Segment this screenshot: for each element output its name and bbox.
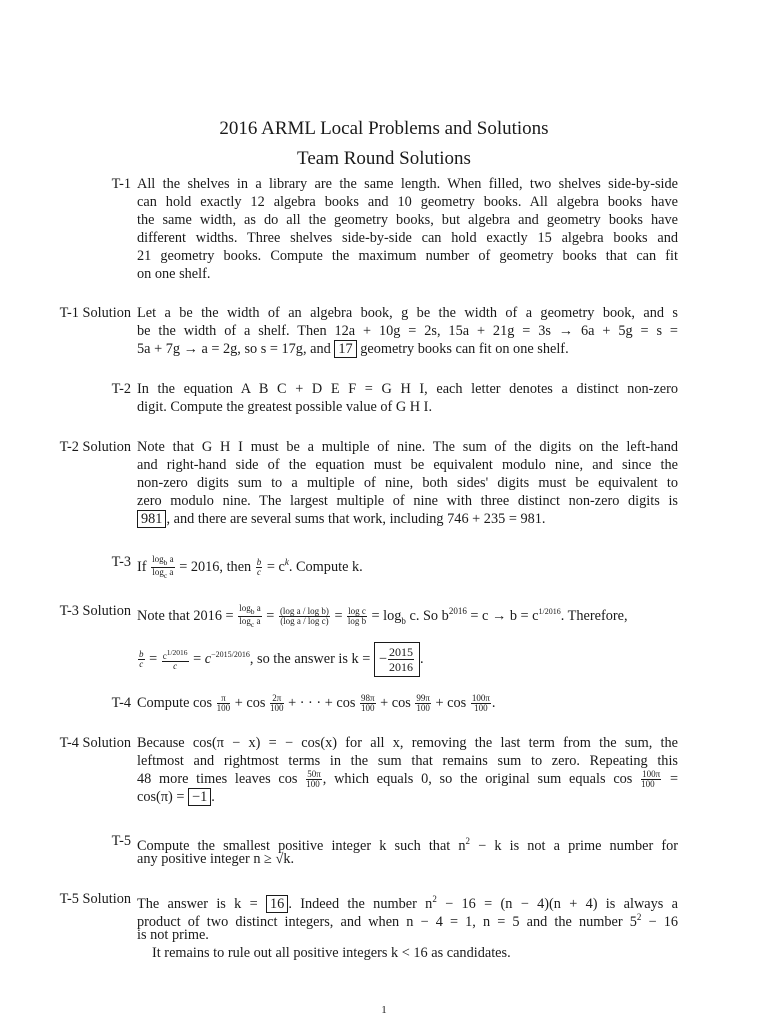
solution-text [137, 890, 678, 962]
text-fragment: 48 more times leaves cos [137, 771, 298, 787]
answer-box: − $\frac{2015}{2016}$ [374, 642, 420, 677]
fraction: $\frac{50\pi}{100}$ [306, 769, 321, 790]
fraction: $\frac{\pi}{100}$ [216, 693, 231, 714]
solution-label: T-5 Solution [59, 891, 131, 907]
problem-text [137, 553, 678, 580]
text-fragment: + cos [380, 695, 411, 711]
text-fragment: Compute cos [137, 695, 213, 711]
solution-label: T-3 Solution [59, 603, 131, 619]
text-fragment: = log [371, 607, 402, 624]
page-number: 1 [381, 1004, 387, 1016]
answer-box: 981 [137, 510, 166, 528]
exponent: 1/2016 [538, 607, 561, 616]
text-fragment: Note that 2016 = [137, 607, 234, 624]
problem-label: T-5 [111, 833, 131, 849]
text-line [137, 340, 678, 358]
fraction: $\frac{\log_b a}{\log_c a}$ [152, 554, 174, 580]
text-fragment: , and there are several sums that work, including 746 + 235 = 981. [166, 511, 546, 527]
fraction: $\frac{c^{1/2016}}{c}$ [162, 647, 188, 671]
text-fragment: + cos [234, 695, 266, 711]
text-line: is not prime. [137, 927, 209, 943]
problem-label: T-1 [111, 176, 131, 192]
text-fragment: . Indeed the number n [288, 895, 433, 912]
text-line: cos(π) = −1 . [137, 789, 215, 805]
text-fragment: = c → b = c [470, 607, 539, 624]
text-line: The answer is k = 16 . Indeed the number $n^2 - 16 = (n - 4)(n + 4)$ is always a [137, 894, 678, 912]
text-line: different widths. Three shelves side-by-side can hold exactly 15 algebra books and [137, 230, 678, 246]
text-fragment: = [266, 607, 275, 624]
text-line: digit. Compute the greatest possible value of G H I. [137, 399, 433, 415]
fraction: $\frac{99\pi}{100}$ [416, 693, 430, 714]
text-line: Let a be the width of an algebra book, g be the width of a geometry book, and s [137, 305, 678, 321]
fraction: $\frac{98\pi}{100}$ [361, 693, 375, 714]
text-fragment: + · · · + cos [288, 695, 356, 711]
text-fragment: = 2016, then [179, 558, 252, 575]
solution-label: T-4 Solution [59, 735, 131, 751]
fraction: $\frac{100\pi}{100}$ [471, 693, 490, 714]
text-line: Because cos(π − x) = − cos(x) for all x, removing the last term from the sum, the [137, 735, 678, 751]
problem-text [137, 175, 678, 283]
document-subtitle: Team Round Solutions [297, 148, 471, 169]
solution-continuation: $\frac{b}{c}$ = $\frac{c^{1/2016}}{c}$ = $c^{-2015/2016}$, so the answer is k = − $\frac{2015}{2016}$ . [137, 642, 678, 677]
text-line: any positive integer n ≥ √k. [137, 851, 295, 867]
fraction: $\frac{b}{c}$ [139, 648, 144, 669]
problem-text [137, 832, 678, 868]
text-line: It remains to rule out all positive integers k < 16 as candidates. [152, 945, 511, 961]
problem-label: T-3 [111, 554, 131, 570]
text-line: Note that G H I must be a multiple of nine. The sum of the digits on the left-hand [137, 439, 678, 455]
problem-text: Compute cos $\frac{\pi}{100}$ + cos $\frac{2\pi}{100}$ + · · · + cos $\frac{98\pi}{100}$ + cos $\frac{99\pi}{100}$ + cos $\frac{100\pi}{100}$ . [137, 693, 496, 714]
text-fragment: c. So b [409, 607, 449, 624]
solution-label: T-2 Solution [59, 439, 131, 455]
solution-text [137, 438, 678, 528]
text-line: non-zero digits sum to a multiple of nine, both sides' digits must be equivalent to [137, 475, 678, 491]
text-line: be the width of a shelf. Then 12a + 10g = 2s, 15a + 21g = 3s → 6a + 5g = s = [137, 323, 678, 339]
fraction: $\frac{b}{c}$ [256, 556, 262, 577]
text-line [137, 510, 678, 528]
problem-text [137, 380, 678, 416]
document-title: 2016 ARML Local Problems and Solutions [219, 118, 549, 139]
text-line: product of two distinct integers, and when n − 4 = 1, n = 5 and the number $5^2 - 16$ [137, 912, 678, 930]
text-fragment: − 16 = (n − 4)(n + 4) is always a [436, 895, 678, 912]
text-line: the same width, as do all the geometry books, but algebra and geometry books have [137, 212, 678, 228]
text-line: can hold exactly 12 algebra books and 10 geometry books. All algebra books have [137, 194, 678, 210]
text-line: Compute the smallest positive integer k such that $n^2 - k$ is not a prime number for [137, 836, 678, 854]
text-fragment: product of two distinct integers, and when n − 4 = 1, n = 5 and the number 5 [137, 913, 637, 930]
answer-box: −1 [188, 788, 211, 806]
problem-label: T-4 [111, 695, 131, 711]
text-fragment: = [334, 607, 343, 624]
text-line: 21 geometry books. Compute the maximum number of geometry books that can fit [137, 248, 678, 264]
text-fragment: If [137, 558, 147, 575]
text-fragment: , so the answer is k = [249, 650, 371, 667]
text-fragment: − 16 [641, 913, 678, 930]
text-fragment: The answer is k = [137, 895, 258, 912]
text-line: on one shelf. [137, 266, 211, 282]
text-fragment: 5a + 7g → a = 2g, so s = 17g, and [137, 341, 331, 357]
text-fragment: − k is not a prime number for [470, 837, 678, 854]
text-fragment: = c [266, 558, 285, 575]
fraction: $\frac{100\pi}{100}$ [641, 769, 661, 790]
text-fragment: . Therefore, [560, 607, 628, 624]
answer-box: 16 [266, 895, 288, 913]
text-line: leftmost and rightmost terms in the sum that remains sum to zero. Repeating this [137, 753, 678, 769]
fraction: $\frac{\text{log c}}{\text{log b}}$ [347, 605, 367, 626]
text-fragment: Compute the smallest positive integer k such that n [137, 837, 466, 854]
fraction: $\frac{2\pi}{100}$ [270, 693, 284, 714]
text-fragment: . Compute k. [288, 558, 363, 575]
text-fragment: , which equals 0, so the original sum equals cos [322, 771, 633, 787]
fraction: $\frac{\log_b a}{\log_c a}$ [239, 603, 261, 629]
solution-text: Note that 2016 = $\frac{\log_b a}{\log_c a}$ = $\frac{\text{(log a / log b)}}{\text{(log a / log c)}}$ = $\frac{\text{log c}}{\text{log b}}$ = $\log_b c$. So $b^{2016} = c \to b = c^{1/2016}$. Therefore, $\frac{b}{c}$ = $\frac{c^{1/2016}}{c}$ = $c^{-2015/2016}$, so the answer is k = − $\frac{2015}{2016}$ . [137, 602, 678, 677]
problem-label: T-2 [111, 381, 131, 397]
exponent: k [284, 557, 289, 567]
solution-text [137, 304, 678, 358]
text-fragment: geometry books can fit on one shelf. [356, 341, 569, 357]
text-fragment: cos(π) = [137, 789, 185, 805]
text-line: In the equation A B C + D E F = G H I, each letter denotes a distinct non-zero [137, 381, 678, 397]
exponent: 2016 [448, 606, 467, 616]
text-line: All the shelves in a library are the same length. When filled, two shelves side-by-side [137, 176, 678, 192]
fraction: $\frac{2015}{2016}$ [388, 644, 413, 674]
nested-fraction: $\frac{\text{(log a / log b)}}{\text{(log a / log c)}}$ [279, 605, 329, 626]
text-line: 48 more times leaves cos $\frac{50\pi}{100}$ , which equals 0, so the original sum equals cos $\frac{100\pi}{100}$ = [137, 769, 679, 790]
answer-box: 17 [334, 340, 356, 358]
text-line: zero modulo nine. The largest multiple of nine with three distinct non-zero digits is [137, 493, 678, 509]
solution-text [137, 734, 678, 806]
text-fragment: + cos [435, 695, 467, 711]
text-line: and right-hand side of the equation must be equivalent modulo nine, and since the [137, 457, 678, 473]
solution-label: T-1 Solution [59, 305, 131, 321]
